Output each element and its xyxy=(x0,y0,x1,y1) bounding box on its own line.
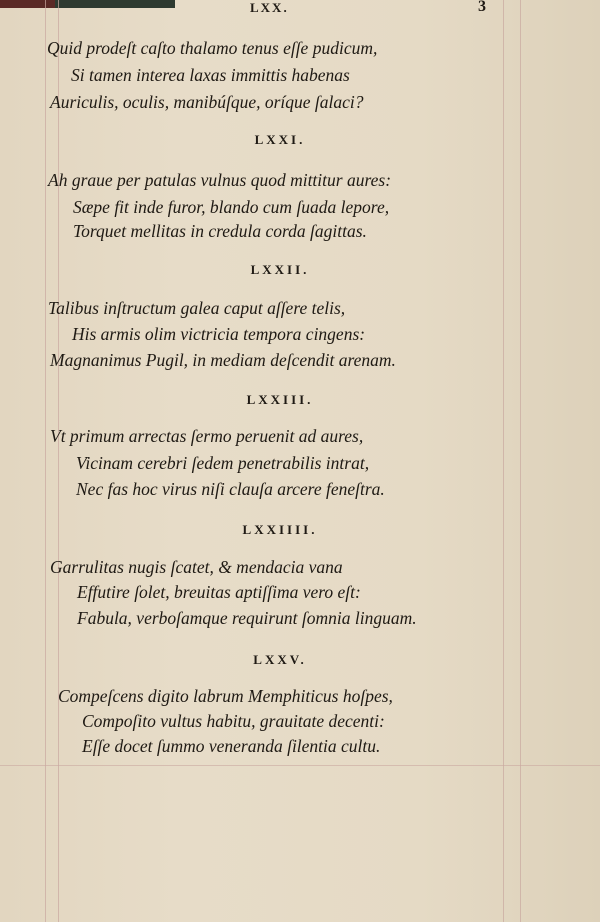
verse-line: Sæpe fit inde furor, blando cum ſuada lepore, xyxy=(73,197,390,217)
folio-number: 3 xyxy=(478,0,486,15)
binding-edge-dark xyxy=(55,0,175,8)
verse-line: Ah graue per patulas vulnus quod mittitur aures: xyxy=(48,170,392,190)
verse-line: Talibus inſtructum galea caput aſſere telis, xyxy=(48,298,346,318)
verse-line: Magnanimus Pugil, in mediam deſcendit arenam. xyxy=(50,350,396,370)
verse-line: Compoſito vultus habitu, grauitate decenti: xyxy=(82,711,385,731)
running-title: LXX. xyxy=(250,0,289,15)
poem-numeral: LXXII. xyxy=(250,262,310,277)
verse-line: Fabula, verboſamque requirunt ſomnia linguam. xyxy=(77,608,417,628)
verse-line: Eſſe docet ſummo veneranda ſilentia cultu. xyxy=(82,736,381,756)
poem-numeral: LXXIII. xyxy=(246,392,314,407)
verse-line: Torquet mellitas in credula corda ſagittas. xyxy=(73,221,367,241)
verse-line: Compeſcens digito labrum Memphiticus hoſpes, xyxy=(58,686,393,706)
verse-line: Vicinam cerebri ſedem penetrabilis intrat, xyxy=(76,453,370,473)
verse-line: His armis olim victricia tempora cingens: xyxy=(72,324,366,344)
verse-line: Effutire ſolet, breuitas aptiſſima vero eſt: xyxy=(77,582,361,602)
verse-line: Nec fas hoc virus niſi clauſa arcere feneſtra. xyxy=(76,479,385,499)
poem-numeral: LXXV. xyxy=(253,652,307,667)
binding-edge xyxy=(0,0,55,8)
verse-line: Si tamen interea laxas immittis habenas xyxy=(71,65,350,85)
verse-line: Auriculis, oculis, manibúſque, oríque ſalaci? xyxy=(50,92,364,112)
bottom-rule xyxy=(0,765,600,766)
verse-line: Quid prodeſt caſto thalamo tenus eſſe pudicum, xyxy=(47,38,378,58)
verse-line: Garrulitas nugis ſcatet, & mendacia vana xyxy=(50,557,343,577)
poem-numeral: LXXI. xyxy=(254,132,306,147)
verse-line: Vt primum arrectas ſermo peruenit ad aures, xyxy=(50,426,364,446)
poem-numeral: LXXIIII. xyxy=(242,522,318,537)
